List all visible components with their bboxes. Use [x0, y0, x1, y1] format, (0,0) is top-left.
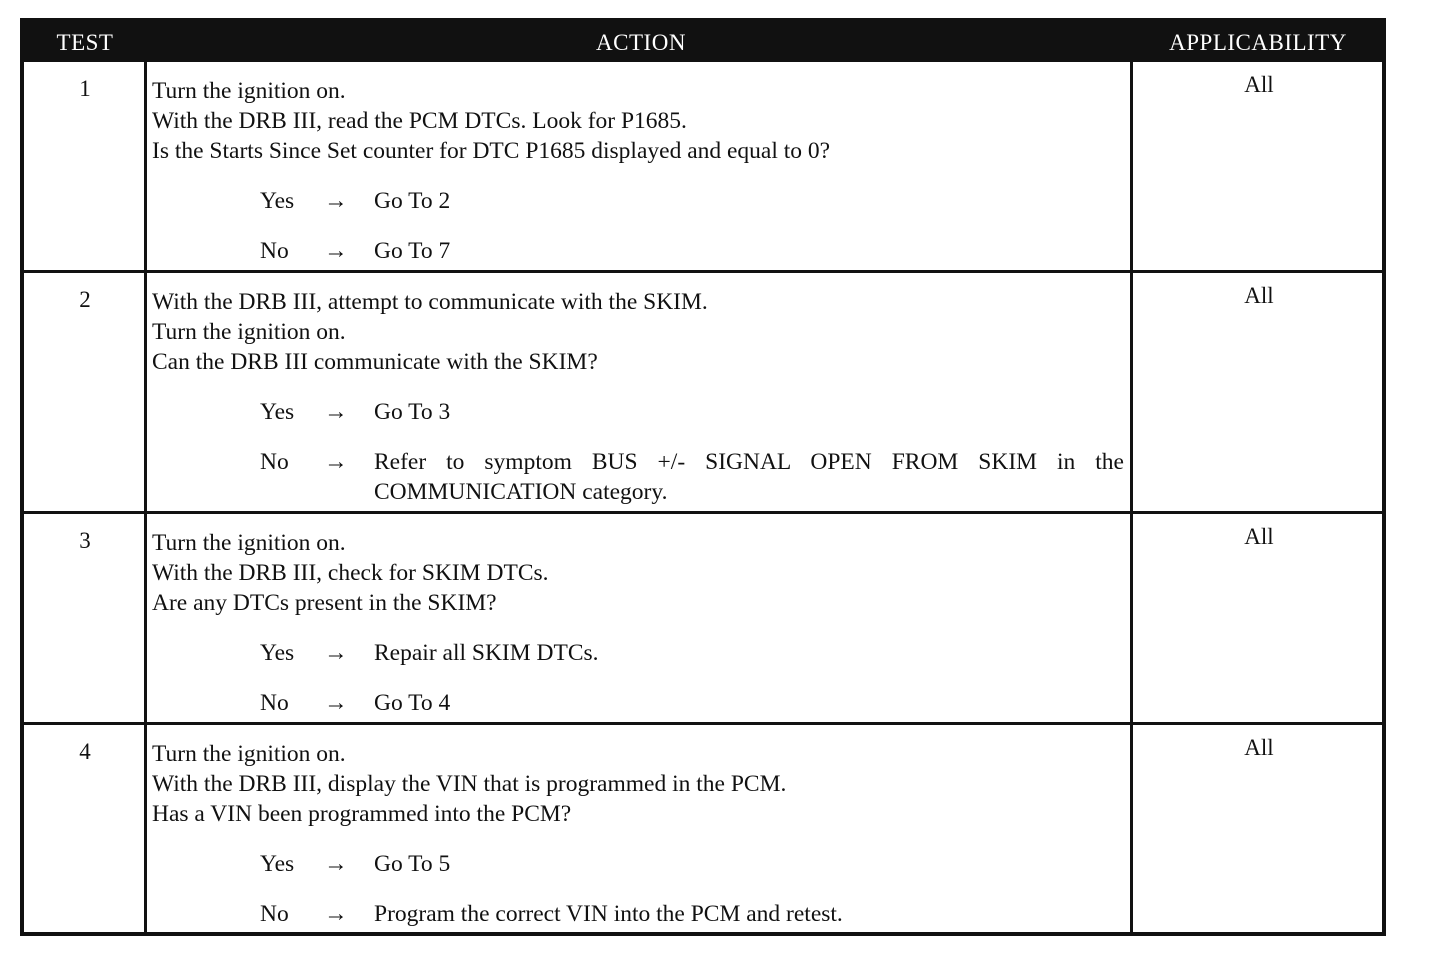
table-row	[24, 514, 1382, 722]
action-line: Turn the ignition on.	[152, 319, 346, 345]
action-line: Can the DRB III communicate with the SKIM?	[152, 349, 598, 375]
arrow-icon: →	[324, 449, 348, 475]
action-cell	[152, 76, 1127, 266]
header-action: ACTION	[596, 30, 686, 55]
action-line: Has a VIN been programmed into the PCM?	[152, 801, 572, 827]
action-line: Turn the ignition on.	[152, 741, 346, 767]
yes-branch	[152, 397, 1127, 427]
arrow-icon: →	[324, 399, 348, 425]
arrow-icon: →	[324, 851, 348, 877]
yes-label: Yes	[260, 640, 295, 666]
test-number: 2	[79, 287, 91, 312]
yes-result: Repair all SKIM DTCs.	[374, 640, 599, 666]
no-result: Refer to symptom BUS +/- SIGNAL OPEN FROM SKIM in the COMMUNICATION category.	[374, 449, 1124, 505]
action-line: Turn the ignition on.	[152, 530, 346, 556]
yes-branch	[152, 186, 1127, 216]
action-line: With the DRB III, check for SKIM DTCs.	[152, 560, 549, 586]
yes-result: Go To 5	[374, 851, 451, 877]
table-row	[24, 273, 1382, 511]
action-line: Turn the ignition on.	[152, 78, 346, 104]
header-applicability: APPLICABILITY	[1169, 30, 1347, 55]
no-result: Go To 7	[374, 238, 451, 264]
yes-label: Yes	[260, 399, 295, 425]
action-cell	[152, 287, 1127, 507]
applicability-cell: All	[1244, 283, 1274, 308]
yes-result: Go To 3	[374, 399, 451, 425]
action-line: With the DRB III, display the VIN that is programmed in the PCM.	[152, 771, 787, 797]
applicability-cell: All	[1244, 524, 1274, 549]
arrow-icon: →	[324, 188, 348, 214]
applicability-cell: All	[1244, 735, 1274, 760]
no-result: Program the correct VIN into the PCM and retest.	[374, 901, 843, 927]
header-test: TEST	[56, 30, 114, 55]
action-line: With the DRB III, read the PCM DTCs. Look for P1685.	[152, 108, 687, 134]
action-cell	[152, 528, 1127, 718]
no-branch	[152, 236, 1127, 266]
no-label: No	[260, 901, 289, 927]
action-line: Is the Starts Since Set counter for DTC P1685 displayed and equal to 0?	[152, 138, 831, 164]
no-branch	[152, 688, 1127, 718]
no-label: No	[260, 449, 289, 475]
arrow-icon: →	[324, 690, 348, 716]
arrow-icon: →	[324, 901, 348, 927]
yes-result: Go To 2	[374, 188, 451, 214]
no-label: No	[260, 238, 289, 264]
arrow-icon: →	[324, 640, 348, 666]
table-row	[24, 62, 1382, 270]
yes-label: Yes	[260, 188, 295, 214]
no-label: No	[260, 690, 289, 716]
no-result: Go To 4	[374, 690, 451, 716]
test-number: 3	[79, 528, 91, 553]
test-number: 1	[79, 76, 91, 101]
diagnostic-test-table	[20, 18, 1386, 936]
test-number: 4	[79, 739, 91, 764]
action-line: Are any DTCs present in the SKIM?	[152, 590, 497, 616]
table-header	[24, 22, 1382, 62]
action-line: With the DRB III, attempt to communicate with the SKIM.	[152, 289, 708, 315]
applicability-cell: All	[1244, 72, 1274, 97]
yes-branch	[152, 849, 1127, 879]
no-branch	[152, 899, 1127, 929]
table-row	[24, 725, 1382, 933]
yes-label: Yes	[260, 851, 295, 877]
arrow-icon: →	[324, 238, 348, 264]
no-branch	[152, 447, 1127, 507]
action-cell	[152, 739, 1127, 929]
yes-branch	[152, 638, 1127, 668]
